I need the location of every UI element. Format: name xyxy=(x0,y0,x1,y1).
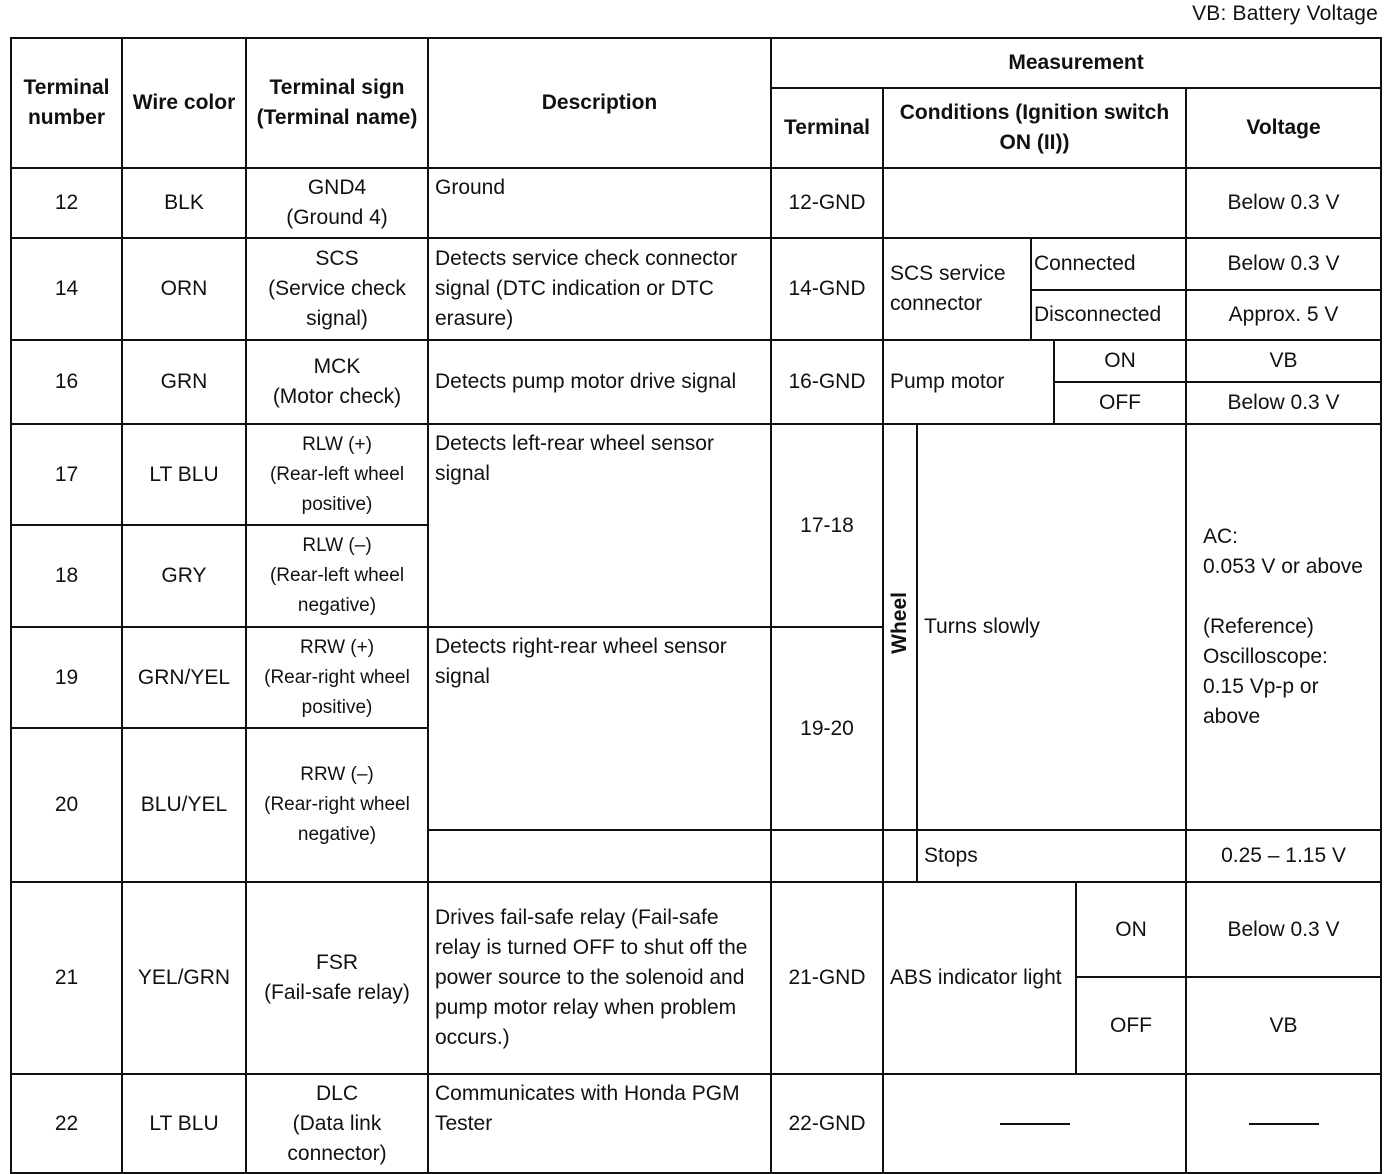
terminal-number: 14 xyxy=(11,238,122,340)
terminal-sign: FSR (Fail-safe relay) xyxy=(246,882,428,1074)
terminal-sign: RLW (–) (Rear-left wheel negative) xyxy=(246,525,428,627)
terminal-sign: RRW (–) (Rear-right wheel negative) xyxy=(246,728,428,882)
table-row-14 xyxy=(11,238,1381,290)
voltage-none xyxy=(1186,1074,1381,1173)
table-row-22 xyxy=(11,1074,1381,1173)
condition-label: Pump motor xyxy=(883,340,1054,424)
voltage: Below 0.3 V xyxy=(1186,168,1381,238)
header-wire-color: Wire color xyxy=(122,38,246,168)
header-row-1 xyxy=(11,38,1381,88)
header-terminal-number: Terminal number xyxy=(11,38,122,168)
measure-terminal: 22-GND xyxy=(771,1074,883,1173)
terminal-sign: MCK (Motor check) xyxy=(246,340,428,424)
terminal-number: 22 xyxy=(11,1074,122,1173)
condition-connected: Connected xyxy=(1031,238,1186,290)
description: Drives fail-safe relay (Fail-safe relay is turned OFF to shut off the power source to the solenoid and pump motor relay when problem occurs.) xyxy=(428,882,771,1074)
header-m-terminal: Terminal xyxy=(771,88,883,168)
header-description: Description xyxy=(428,38,771,168)
terminal-number: 20 xyxy=(11,728,122,882)
condition-label: SCS service connector xyxy=(883,238,1031,340)
wire-color: BLK xyxy=(122,168,246,238)
wire-color: BLU/YEL xyxy=(122,728,246,882)
description-spacer xyxy=(428,830,771,882)
measure-terminal-spacer xyxy=(771,830,883,882)
voltage: Approx. 5 V xyxy=(1186,290,1381,340)
terminal-number: 17 xyxy=(11,424,122,525)
voltage: 0.25 – 1.15 V xyxy=(1186,830,1381,882)
condition-on: ON xyxy=(1054,340,1186,382)
wheel-label: Wheel xyxy=(883,424,917,830)
measure-terminal: 14-GND xyxy=(771,238,883,340)
terminal-sign: RLW (+) (Rear-left wheel positive) xyxy=(246,424,428,525)
description: Ground xyxy=(428,168,771,238)
condition-label: ABS indicator light xyxy=(883,882,1076,1074)
voltage: VB xyxy=(1186,977,1381,1074)
voltage-ac: AC: 0.053 V or above (Reference) Oscilloscope: 0.15 Vp-p or above xyxy=(1186,424,1381,830)
table-row-17 xyxy=(11,424,1381,525)
terminal-sign: RRW (+) (Rear-right wheel positive) xyxy=(246,627,428,728)
dash-line xyxy=(1249,1123,1319,1125)
table-row-12 xyxy=(11,168,1381,238)
terminal-spec-table xyxy=(10,37,1382,1174)
terminal-sign: SCS (Service check signal) xyxy=(246,238,428,340)
terminal-number: 12 xyxy=(11,168,122,238)
terminal-sign: DLC (Data link connector) xyxy=(246,1074,428,1173)
terminal-sign: GND4 (Ground 4) xyxy=(246,168,428,238)
terminal-number: 19 xyxy=(11,627,122,728)
measure-terminal: 12-GND xyxy=(771,168,883,238)
condition-stops: Stops xyxy=(917,830,1186,882)
wire-color: GRN/YEL xyxy=(122,627,246,728)
condition-turns-slowly: Turns slowly xyxy=(917,424,1186,830)
voltage: Below 0.3 V xyxy=(1186,382,1381,424)
description: Detects service check connector signal (DTC indication or DTC erasure) xyxy=(428,238,771,340)
header-measurement: Measurement xyxy=(771,38,1381,88)
condition-on: ON xyxy=(1076,882,1186,977)
wire-color: LT BLU xyxy=(122,424,246,525)
voltage: Below 0.3 V xyxy=(1186,238,1381,290)
conditions-none xyxy=(883,1074,1186,1173)
measure-terminal: 17-18 xyxy=(771,424,883,627)
condition-off: OFF xyxy=(1054,382,1186,424)
description: Communicates with Honda PGM Tester xyxy=(428,1074,771,1173)
description: Detects left-rear wheel sensor signal xyxy=(428,424,771,627)
terminal-number: 16 xyxy=(11,340,122,424)
wire-color: ORN xyxy=(122,238,246,340)
header-voltage: Voltage xyxy=(1186,88,1381,168)
terminal-number: 18 xyxy=(11,525,122,627)
wire-color: YEL/GRN xyxy=(122,882,246,1074)
measure-terminal: 16-GND xyxy=(771,340,883,424)
table-row-16 xyxy=(11,340,1381,382)
description: Detects right-rear wheel sensor signal xyxy=(428,627,771,830)
wheel-label-spacer xyxy=(883,830,917,882)
voltage: VB xyxy=(1186,340,1381,382)
header-conditions: Conditions (Ignition switch ON (II)) xyxy=(883,88,1186,168)
dash-line xyxy=(1000,1123,1070,1125)
condition-off: OFF xyxy=(1076,977,1186,1074)
table-row-21 xyxy=(11,882,1381,977)
measure-terminal: 19-20 xyxy=(771,627,883,830)
measure-terminal: 21-GND xyxy=(771,882,883,1074)
voltage: Below 0.3 V xyxy=(1186,882,1381,977)
condition-disconnected: Disconnected xyxy=(1031,290,1186,340)
conditions-empty xyxy=(883,168,1186,238)
wire-color: GRY xyxy=(122,525,246,627)
header-terminal-sign: Terminal sign (Terminal name) xyxy=(246,38,428,168)
battery-voltage-note: VB: Battery Voltage xyxy=(1192,2,1378,25)
wire-color: LT BLU xyxy=(122,1074,246,1173)
terminal-number: 21 xyxy=(11,882,122,1074)
wire-color: GRN xyxy=(122,340,246,424)
description: Detects pump motor drive signal xyxy=(428,340,771,424)
